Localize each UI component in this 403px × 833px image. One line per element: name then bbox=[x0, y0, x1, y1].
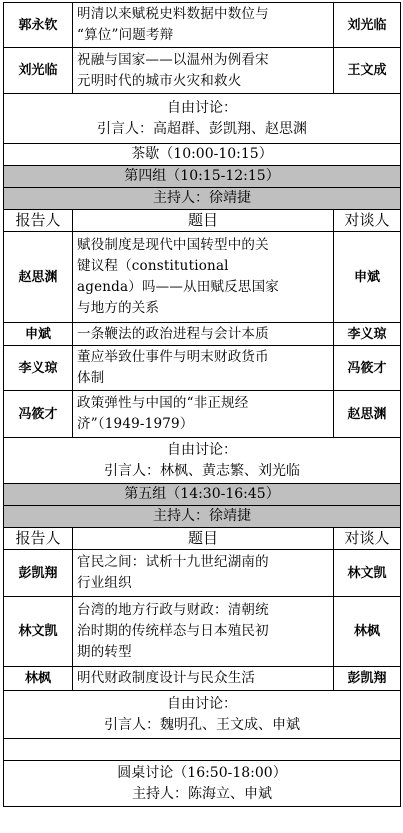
free-discussion: 自由讨论： 引言人：林枫、黄志繁、刘光临 bbox=[4, 438, 401, 484]
reporter-cell: 彭凯翔 bbox=[4, 550, 73, 597]
topic-cell: 官民之间：试析十九世纪湖南的 行业组织 bbox=[73, 550, 334, 597]
blank-cell bbox=[4, 739, 401, 761]
table-row bbox=[4, 550, 401, 597]
schedule-page bbox=[3, 2, 400, 807]
reporter-cell: 李义琼 bbox=[4, 346, 73, 391]
free-discussion: 自由讨论： 引言人：高超群、彭凯翔、赵思渊 bbox=[4, 94, 401, 144]
table-row bbox=[4, 667, 401, 691]
discussant-cell: 王文成 bbox=[334, 48, 401, 94]
header-reporter: 报告人 bbox=[4, 210, 73, 232]
spacer-row bbox=[4, 739, 401, 761]
group5-host: 主持人：徐靖捷 bbox=[4, 506, 401, 528]
free-discussion: 自由讨论： 引言人：魏明孔、王文成、申斌 bbox=[4, 691, 401, 739]
discussant-cell: 林枫 bbox=[334, 597, 401, 667]
reporter-cell: 冯筱才 bbox=[4, 391, 73, 438]
table-row bbox=[4, 323, 401, 346]
header-topic: 题目 bbox=[73, 210, 334, 232]
topic-cell: 政策弹性与中国的“非正规经 济”（1949-1979） bbox=[73, 391, 334, 438]
discussion-row bbox=[4, 438, 401, 484]
header-topic: 题目 bbox=[73, 528, 334, 550]
group-title-row bbox=[4, 484, 401, 506]
tea-break-row bbox=[4, 144, 401, 166]
group5-title: 第五组（14:30-16:45） bbox=[4, 484, 401, 506]
header-discussant: 对谈人 bbox=[334, 210, 401, 232]
roundtable-title: 圆桌讨论（16:50-18:00） bbox=[117, 764, 287, 781]
discussant-cell: 赵思渊 bbox=[334, 391, 401, 438]
header-reporter: 报告人 bbox=[4, 528, 73, 550]
topic-cell: 明代财政制度设计与民众生活 bbox=[73, 667, 334, 691]
discussant-cell: 林文凯 bbox=[334, 550, 401, 597]
discussant-cell: 李义琼 bbox=[334, 323, 401, 346]
discussant-cell: 冯筱才 bbox=[334, 346, 401, 391]
group-host-row bbox=[4, 506, 401, 528]
roundtable bbox=[4, 761, 401, 807]
header-row bbox=[4, 210, 401, 232]
topic-cell: 祝融与国家——以温州为例看宋 元明时代的城市火灾和救火 bbox=[73, 48, 334, 94]
reporter-cell: 林枫 bbox=[4, 667, 73, 691]
tea-break: 茶歇（10:00-10:15） bbox=[4, 144, 401, 166]
reporter-cell: 申斌 bbox=[4, 323, 73, 346]
table-row bbox=[4, 597, 401, 667]
discussant-cell: 彭凯翔 bbox=[334, 667, 401, 691]
header-row bbox=[4, 528, 401, 550]
topic-cell: 董应举致仕事件与明末财政货币 体制 bbox=[73, 346, 334, 391]
table-row bbox=[4, 391, 401, 438]
group4-title: 第四组（10:15-12:15） bbox=[4, 166, 401, 188]
reporter-cell: 林文凯 bbox=[4, 597, 73, 667]
topic-cell: 赋役制度是现代中国转型中的关 键议程（constitutional agenda）吗——从田赋反思国家 与地方的关系 bbox=[73, 232, 334, 323]
roundtable-host: 主持人：陈海立、申斌 bbox=[132, 785, 272, 802]
group4-host: 主持人：徐靖捷 bbox=[4, 188, 401, 210]
schedule-table bbox=[3, 2, 401, 807]
discussion-row bbox=[4, 691, 401, 739]
discussant-cell: 刘光临 bbox=[334, 3, 401, 48]
group-host-row bbox=[4, 188, 401, 210]
table-row bbox=[4, 346, 401, 391]
topic-cell: 台湾的地方行政与财政：清朝统 治时期的传统样态与日本殖民初 期的转型 bbox=[73, 597, 334, 667]
group-title-row bbox=[4, 166, 401, 188]
discussion-row bbox=[4, 94, 401, 144]
table-row bbox=[4, 48, 401, 94]
table-row bbox=[4, 3, 401, 48]
table-row bbox=[4, 232, 401, 323]
reporter-cell: 刘光临 bbox=[4, 48, 73, 94]
reporter-cell: 赵思渊 bbox=[4, 232, 73, 323]
topic-cell: 明清以来赋税史料数据中数位与 “算位”问题考辩 bbox=[73, 3, 334, 48]
discussant-cell: 申斌 bbox=[334, 232, 401, 323]
topic-cell: 一条鞭法的政治进程与会计本质 bbox=[73, 323, 334, 346]
reporter-cell: 郭永钦 bbox=[4, 3, 73, 48]
header-discussant: 对谈人 bbox=[334, 528, 401, 550]
roundtable-row bbox=[4, 761, 401, 807]
